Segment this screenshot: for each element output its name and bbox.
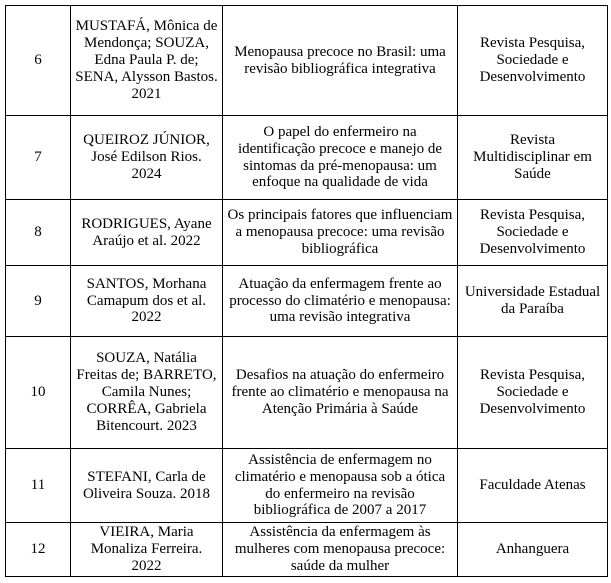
table-row bbox=[6, 116, 608, 200]
source-cell: Revista Pesquisa, Sociedade e Desenvolvimento bbox=[458, 200, 608, 266]
authors-cell: VIEIRA, Maria Monaliza Ferreira. 2022 bbox=[71, 523, 223, 577]
table-row bbox=[6, 449, 608, 523]
row-number-cell: 7 bbox=[6, 116, 71, 200]
row-number-cell: 9 bbox=[6, 266, 71, 337]
table-row bbox=[6, 200, 608, 266]
title-cell: Assistência de enfermagem no climatério e menopausa sob a ótica do enfermeiro na revisão bibliográfica de 2007 a 2017 bbox=[223, 449, 458, 523]
authors-cell: SANTOS, Morhana Camapum dos et al. 2022 bbox=[71, 266, 223, 337]
row-number-cell: 12 bbox=[6, 523, 71, 577]
source-cell: Universidade Estadual da Paraíba bbox=[458, 266, 608, 337]
title-cell: Atuação da enfermagem frente ao processo do climatério e menopausa: uma revisão integrativa bbox=[223, 266, 458, 337]
source-cell: Anhanguera bbox=[458, 523, 608, 577]
title-cell: Desafios na atuação do enfermeiro frente ao climatério e menopausa na Atenção Primária à Saúde bbox=[223, 337, 458, 449]
source-cell: Revista Multidisciplinar em Saúde bbox=[458, 116, 608, 200]
title-cell: Os principais fatores que influenciam a menopausa precoce: uma revisão bibliográfica bbox=[223, 200, 458, 266]
source-cell: Revista Pesquisa, Sociedade e Desenvolvimento bbox=[458, 6, 608, 116]
authors-cell: STEFANI, Carla de Oliveira Souza. 2018 bbox=[71, 449, 223, 523]
row-number-cell: 8 bbox=[6, 200, 71, 266]
row-number-cell: 11 bbox=[6, 449, 71, 523]
table-row bbox=[6, 337, 608, 449]
authors-cell: MUSTAFÁ, Mônica de Mendonça; SOUZA, Edna Paula P. de; SENA, Alysson Bastos. 2021 bbox=[71, 6, 223, 116]
authors-cell: QUEIROZ JÚNIOR, José Edilson Rios. 2024 bbox=[71, 116, 223, 200]
table-row bbox=[6, 266, 608, 337]
source-cell: Faculdade Atenas bbox=[458, 449, 608, 523]
title-cell: O papel do enfermeiro na identificação precoce e manejo de sintomas da pré-menopausa: um enfoque na qualidade de vida bbox=[223, 116, 458, 200]
table-row bbox=[6, 523, 608, 577]
source-cell: Revista Pesquisa, Sociedade e Desenvolvimento bbox=[458, 337, 608, 449]
table-row bbox=[6, 6, 608, 116]
authors-cell: RODRIGUES, Ayane Araújo et al. 2022 bbox=[71, 200, 223, 266]
title-cell: Menopausa precoce no Brasil: uma revisão bibliográfica integrativa bbox=[223, 6, 458, 116]
title-cell: Assistência da enfermagem às mulheres com menopausa precoce: saúde da mulher bbox=[223, 523, 458, 577]
references-table bbox=[5, 5, 608, 577]
row-number-cell: 6 bbox=[6, 6, 71, 116]
row-number-cell: 10 bbox=[6, 337, 71, 449]
authors-cell: SOUZA, Natália Freitas de; BARRETO, Camila Nunes; CORRÊA, Gabriela Bitencourt. 2023 bbox=[71, 337, 223, 449]
